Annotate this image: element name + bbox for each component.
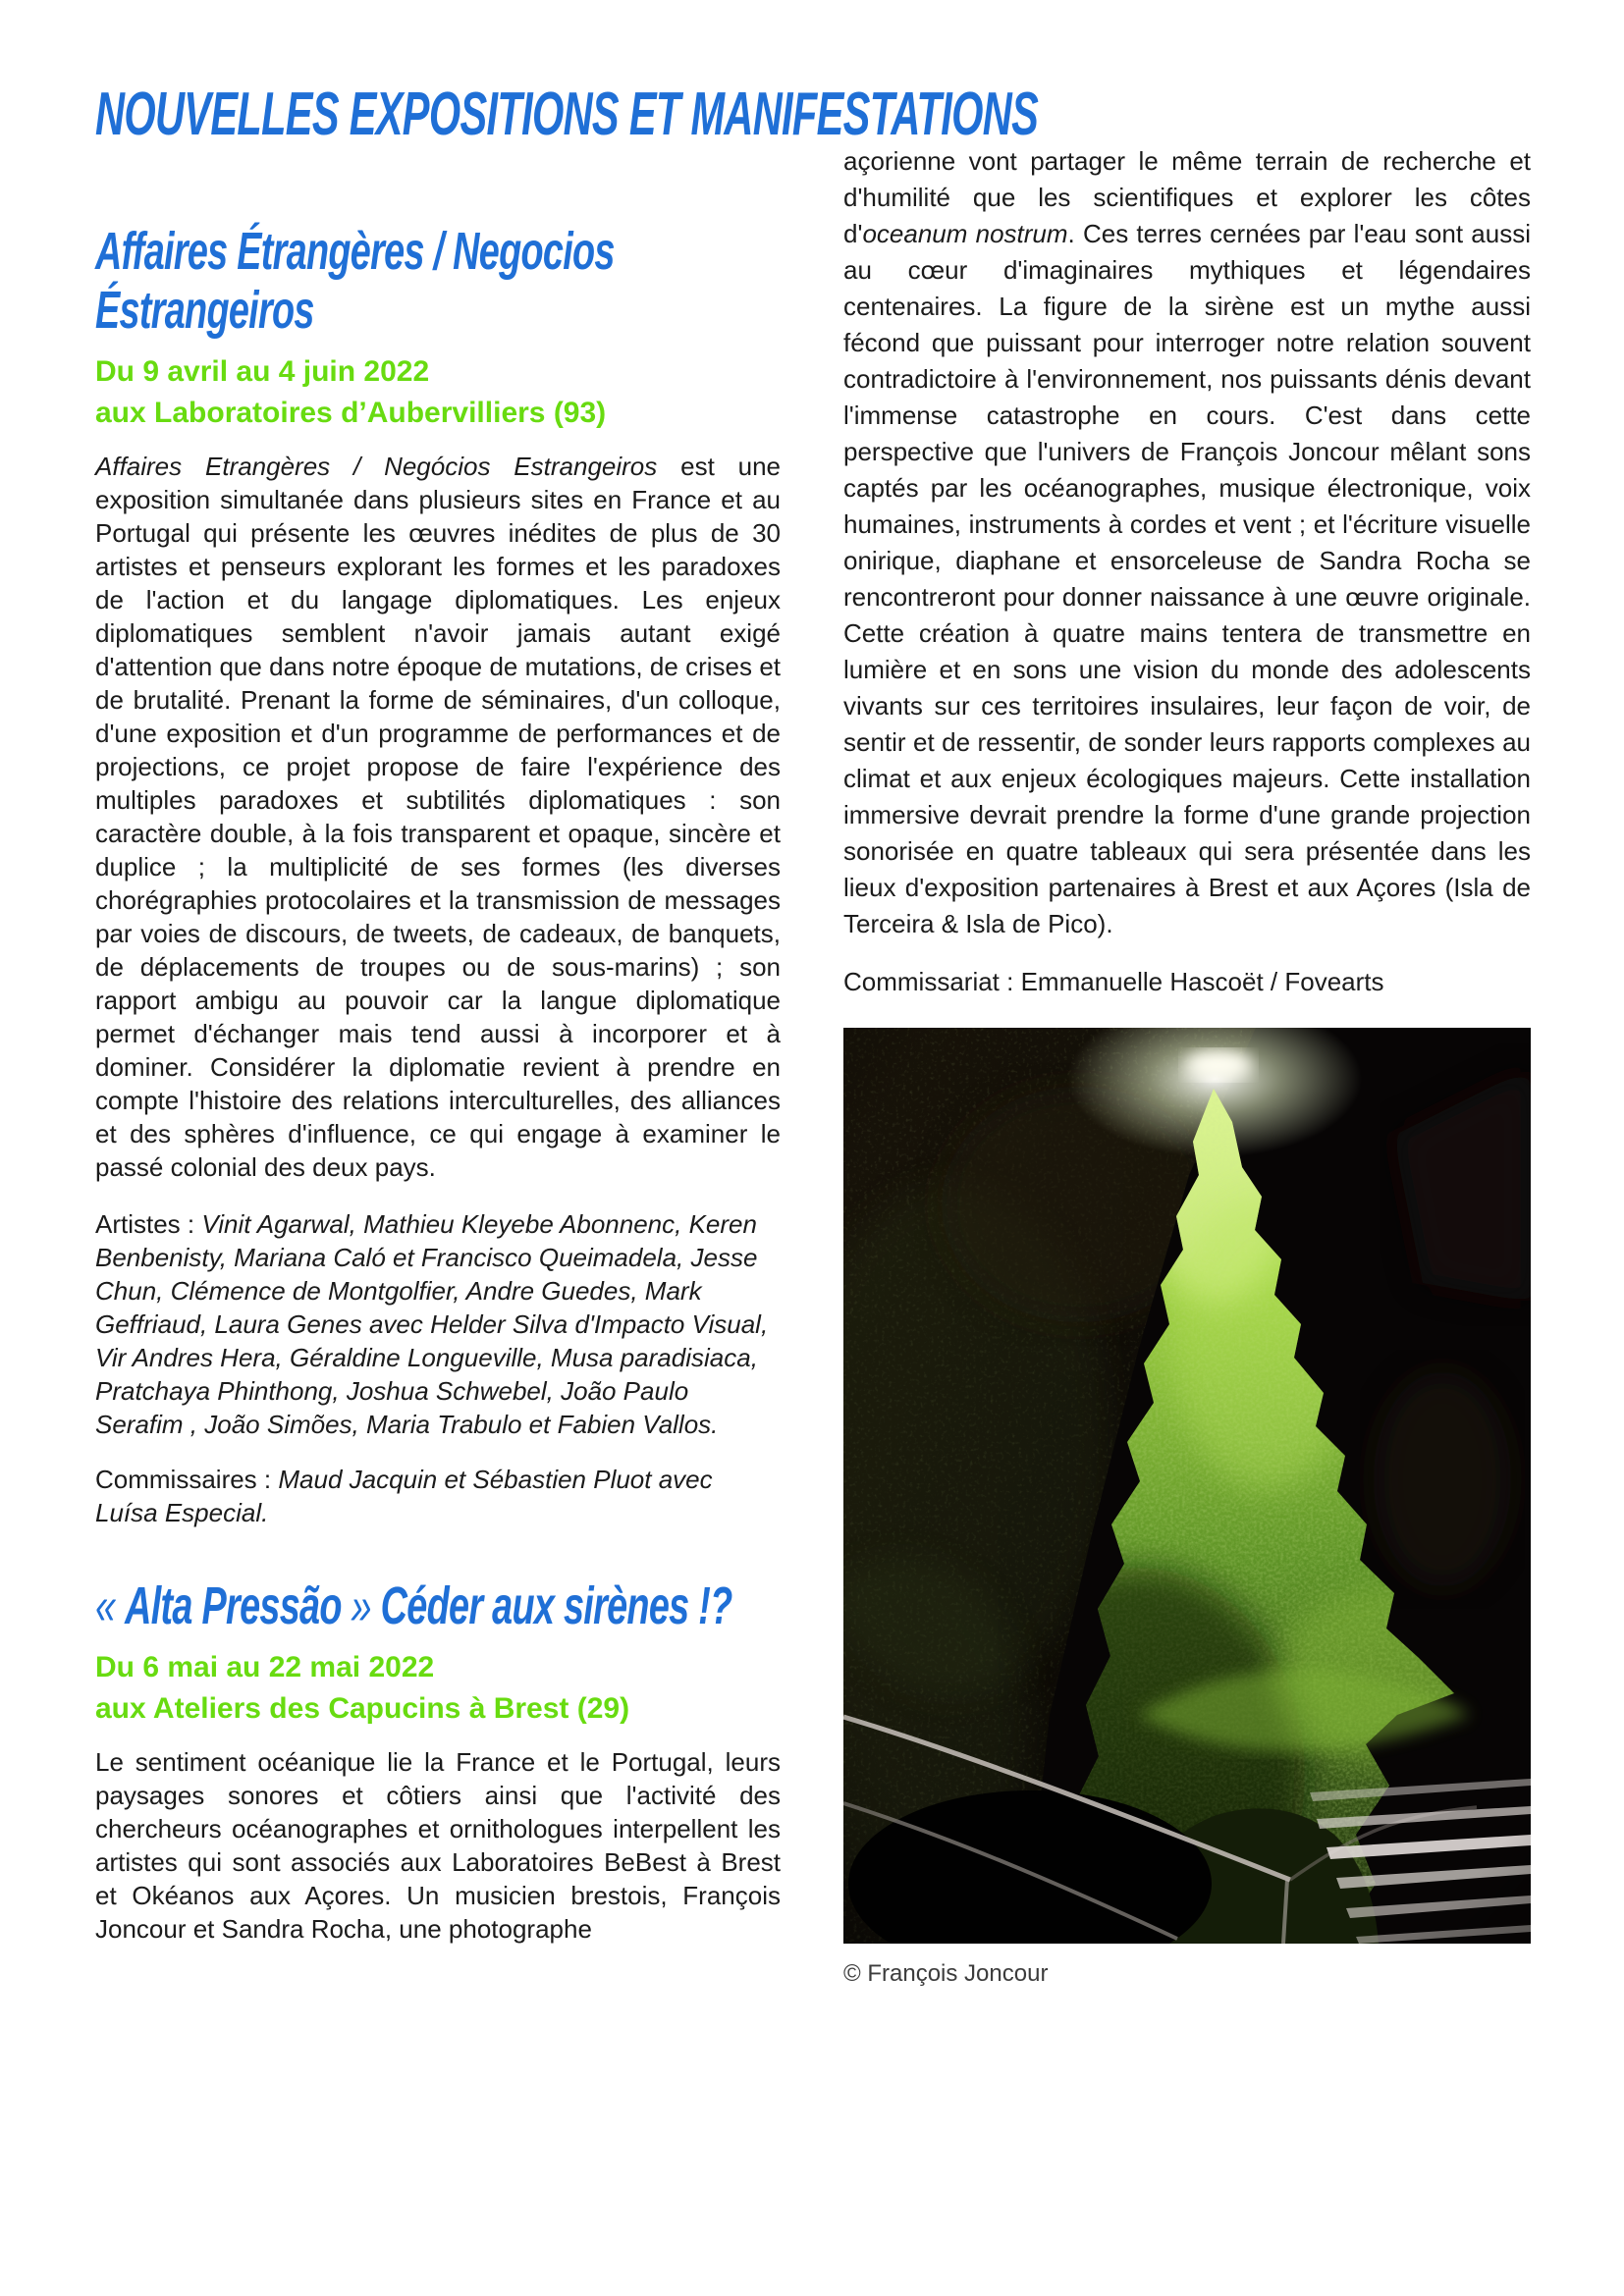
photo-credit: © François Joncour	[843, 1960, 1049, 1987]
cave-photo-figure	[843, 1028, 1531, 1989]
section-heading-affaires	[95, 222, 781, 340]
page-title-text: NOUVELLES EXPOSITIONS ET MANIFESTATIONS	[95, 80, 1039, 148]
affaires-date-block	[95, 351, 781, 434]
affaires-date-line: Du 9 avril au 4 juin 2022	[95, 355, 430, 388]
affaires-venue-line: aux Laboratoires d’Aubervilliers (93)	[95, 397, 607, 429]
commissariat-line: Commissariat : Emmanuelle Hascoët / Fovearts	[843, 967, 1384, 996]
section-affaires-etrangeres	[95, 222, 781, 1529]
section-heading-affaires-text: Affaires Étrangères / Negocios Éstrangeiros	[95, 222, 615, 340]
alta-date-line: Du 6 mai au 22 mai 2022	[95, 1651, 435, 1683]
page-title	[95, 80, 1502, 148]
affaires-commissaires: Commissaires : Maud Jacquin et Sébastien Pluot avec Luísa Especial.	[95, 1465, 713, 1527]
left-column	[95, 222, 781, 1946]
alta-date-block	[95, 1647, 781, 1730]
section-alta-pressao	[95, 1576, 781, 1946]
alta-venue-line: aux Ateliers des Capucins à Brest (29)	[95, 1692, 630, 1725]
section-heading-alta-text: « Alta Pressão » Céder aux sirènes !?	[95, 1576, 732, 1635]
affaires-artists: Artistes : Vinit Agarwal, Mathieu Kleyebe Abonnenc, Keren Benbenisty, Mariana Caló et Francisco Queimadela, Jesse Chun, Clémence de Montgolfier, Andre Guedes, Mark Geffriaud, Laura Genes avec Helder Silva d'Impacto Visual, Vir Andres Hera, Géraldine Longueville, Musa paradisiaca, Pratchaya Phinthong, Joshua Schwebel, João Paulo Serafim , João Simões, Maria Trabulo et Fabien Vallos.	[95, 1209, 769, 1439]
right-column	[843, 143, 1531, 1989]
alta-paragraph: Le sentiment océanique lie la France et le Portugal, leurs paysages sonores et côtiers ainsi que l'activité des chercheurs océanographes et ornithologues interpellent les artistes qui sont associés aux Laboratoires BeBest à Brest et Okéanos aux Açores. Un musicien brestois, François Joncour et Sandra Rocha, une photographe	[95, 1747, 781, 1944]
cave-photo	[843, 1028, 1531, 1944]
section-heading-alta	[95, 1576, 781, 1635]
affaires-paragraph: Affaires Etrangères / Negócios Estrangeiros est une exposition simultanée dans plusieurs sites en France et au Portugal qui présente les œuvres inédites de plus de 30 artistes et penseurs explorant les formes et les paradoxes de l'action et du langage diplomatiques. Les enjeux diplomatiques semblent n'avoir jamais autant exigé d'attention que dans notre époque de mutations, de crises et de brutalité. Prenant la forme de séminaires, d'un colloque, d'une exposition et d'un programme de performances et de projections, ce projet propose de faire l'expérience des multiples paradoxes et subtilités diplomatiques : son caractère double, à la fois transparent et opaque, sincère et duplice ; la multiplicité de ses formes (les diverses chorégraphies protocolaires et la transmission de messages par voies de discours, de tweets, de cadeaux, de banquets, de déplacements de troupes ou de sous-marins) ; son rapport ambigu au pouvoir car la langue diplomatique permet d'échanger mais tend aussi à incorporer et à dominer. Considérer la diplomatie revient à prendre en compte l'histoire des relations interculturelles, des alliances et des sphères d'influence, ce qui engage à examiner le passé colonial des deux pays.	[95, 452, 782, 1182]
right-paragraph: açorienne vont partager le même terrain de recherche et d'humilité que les scientifiques et explorer les côtes d'oceanum nostrum. Ces terres cernées par l'eau sont aussi au cœur d'imaginaires mythiques et légendaires centenaires. La figure de la sirène est un mythe aussi fécond que puissant pour interroger notre relation souvent contradictoire à l'environnement, nos puissants dénis devant l'immense catastrophe en cours. C'est dans cette perspective que l'univers de François Joncour mêlant sons captés par les océanographes, musique électronique, voix humaines, instruments à cordes et vent ; et l'écriture visuelle onirique, diaphane et ensorceleuse de Sandra Rocha se rencontreront pour donner naissance à une œuvre originale. Cette création à quatre mains tentera de transmettre en lumière et en sons une vision du monde des adolescents vivants sur ces territoires insulaires, leur façon de voir, de sentir et de ressentir, de sonder leurs rapports complexes au climat et aux enjeux écologiques majeurs. Cette installation immersive devrait prendre la forme d'une grande projection sonorisée en quatre tableaux qui sera présentée dans les lieux d'exposition partenaires à Brest et aux Açores (Isla de Terceira & Isla de Pico).	[843, 146, 1531, 938]
